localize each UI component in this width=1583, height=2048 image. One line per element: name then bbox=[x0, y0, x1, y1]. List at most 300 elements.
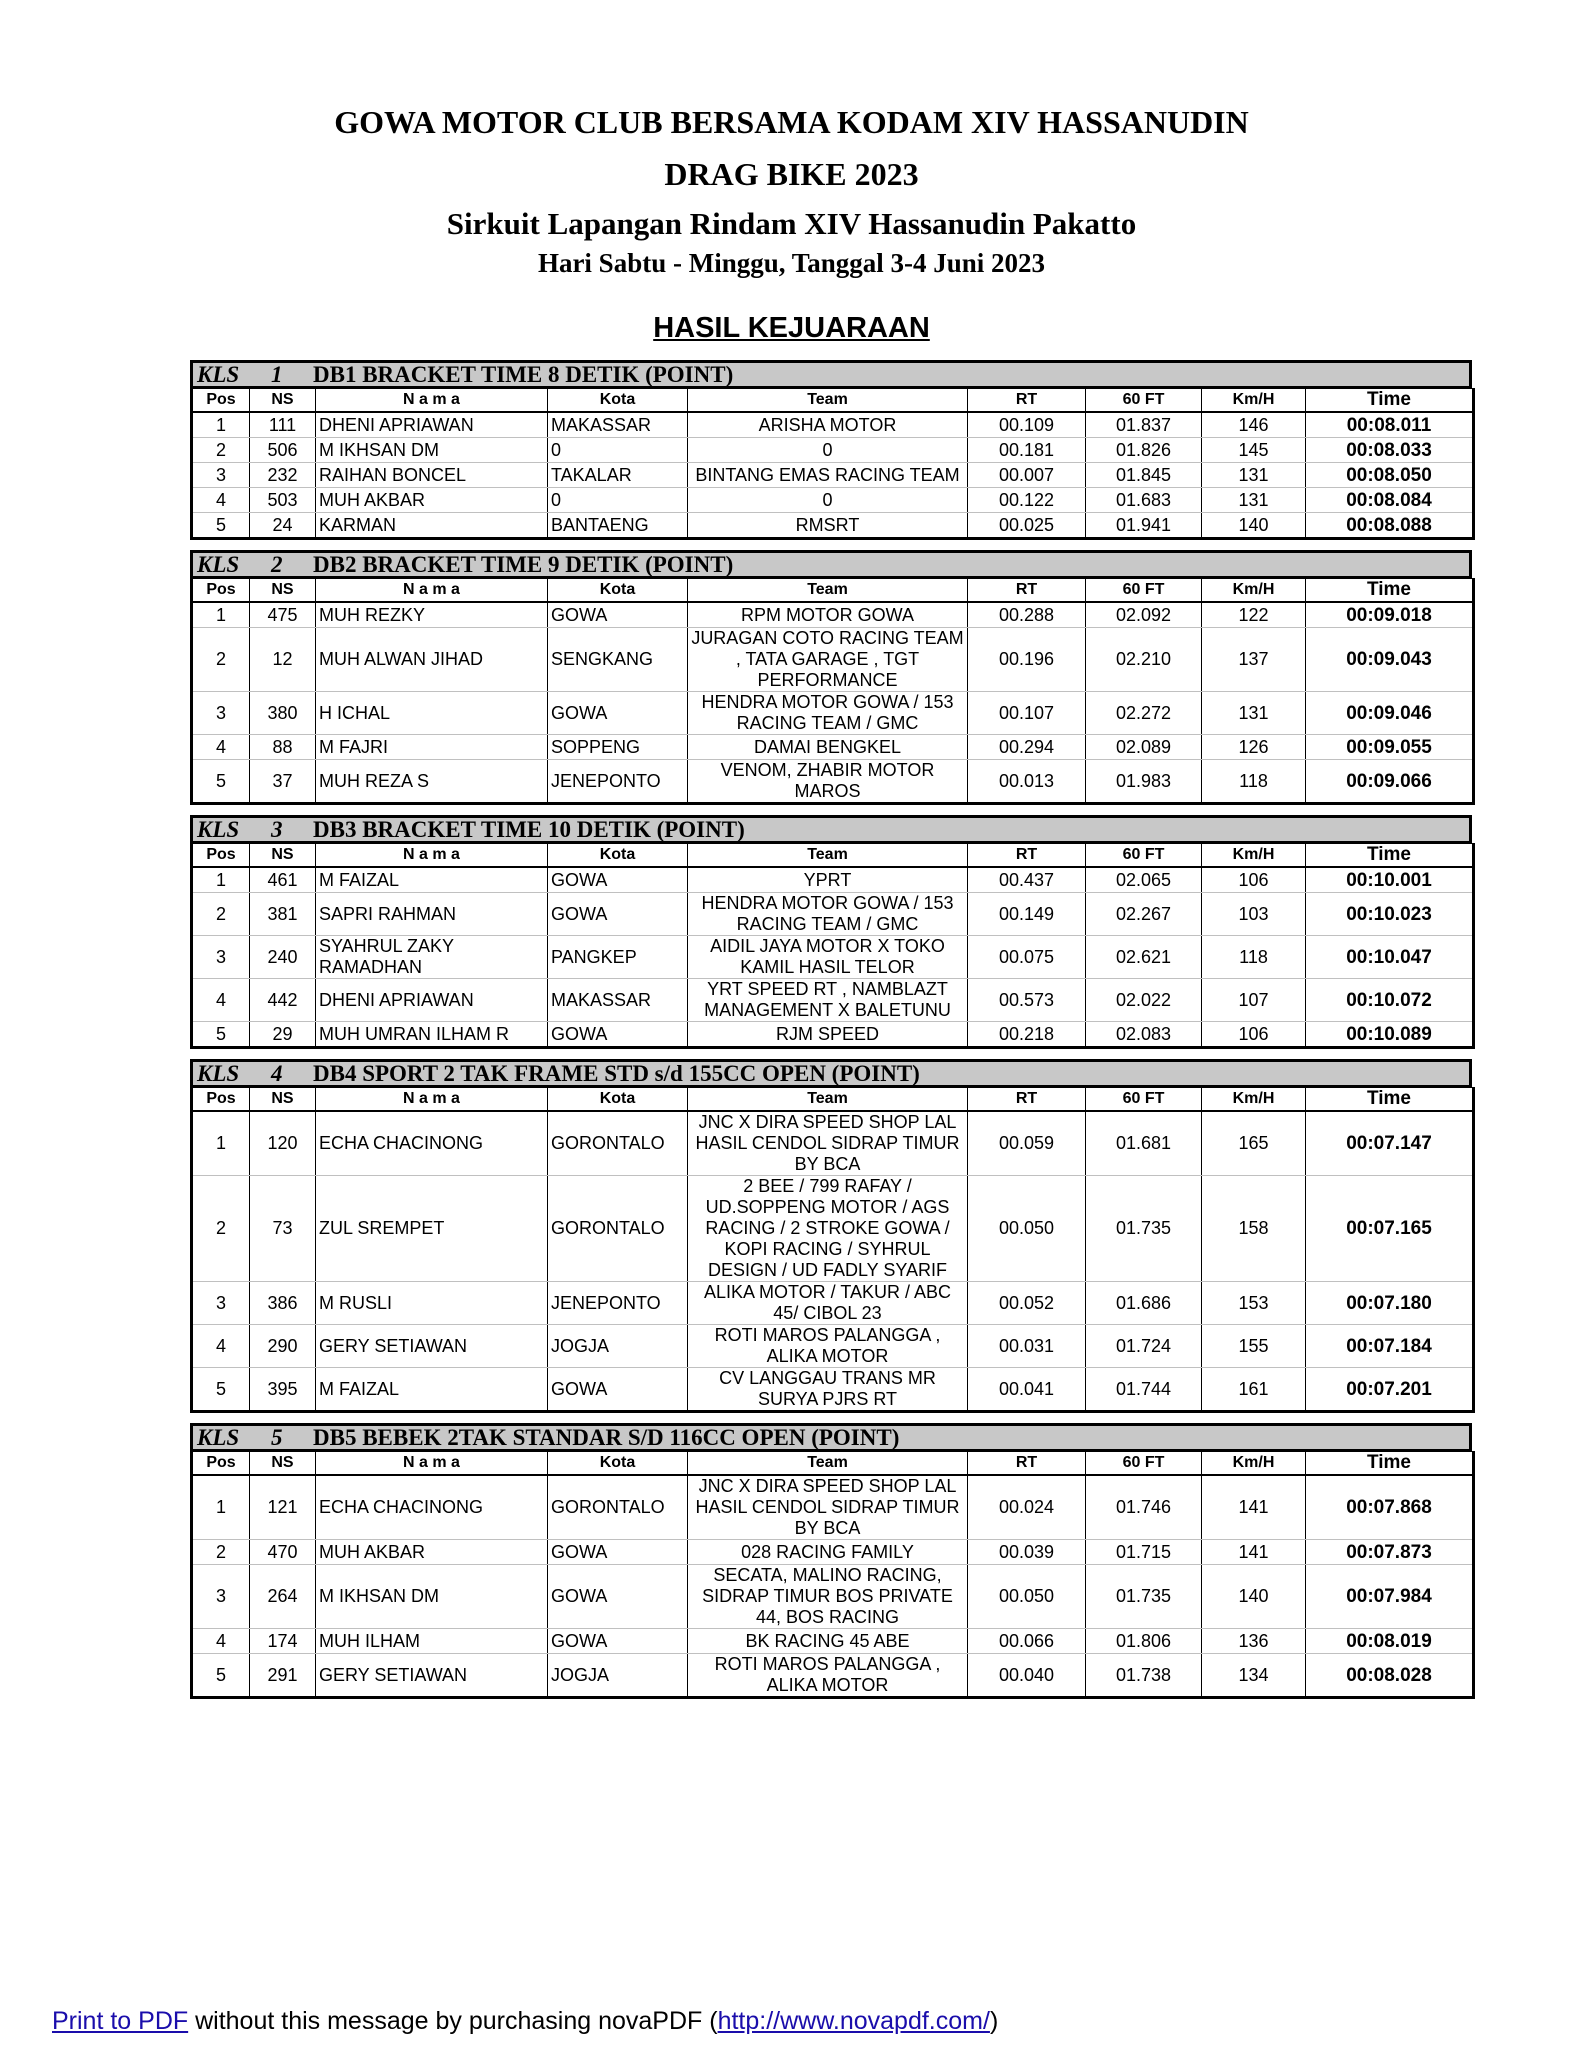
cell-time: 00:07.147 bbox=[1306, 1111, 1474, 1176]
column-header-time: Time bbox=[1306, 389, 1474, 413]
table-row bbox=[192, 412, 1474, 438]
cell-ns: 503 bbox=[250, 488, 316, 513]
cell-time: 00:08.084 bbox=[1306, 488, 1474, 513]
column-header-rt: RT bbox=[968, 1452, 1086, 1476]
column-header-time: Time bbox=[1306, 844, 1474, 868]
class-title: DB2 BRACKET TIME 9 DETIK (POINT) bbox=[313, 551, 734, 577]
cell-nama: M FAIZAL bbox=[316, 867, 548, 893]
header-row bbox=[192, 389, 1474, 413]
cell-kmh: 131 bbox=[1202, 488, 1306, 513]
cell-kmh: 106 bbox=[1202, 867, 1306, 893]
cell-team: RMSRT bbox=[688, 513, 968, 539]
table-row bbox=[192, 936, 1474, 979]
column-header-rt: RT bbox=[968, 389, 1086, 413]
cell-team: ROTI MAROS PALANGGA , ALIKA MOTOR bbox=[688, 1654, 968, 1698]
cell-team: BINTANG EMAS RACING TEAM bbox=[688, 463, 968, 488]
results-table bbox=[190, 578, 1475, 805]
cell-kmh: 134 bbox=[1202, 1654, 1306, 1698]
column-header-ft60: 60 FT bbox=[1086, 1452, 1202, 1476]
cell-time: 00:10.023 bbox=[1306, 893, 1474, 936]
cell-kota: GORONTALO bbox=[548, 1111, 688, 1176]
cell-nama: ZUL SREMPET bbox=[316, 1176, 548, 1282]
cell-ft60: 01.683 bbox=[1086, 488, 1202, 513]
column-header-time: Time bbox=[1306, 579, 1474, 603]
header-row bbox=[192, 1452, 1474, 1476]
table-row bbox=[192, 602, 1474, 628]
cell-team: HENDRA MOTOR GOWA / 153 RACING TEAM / GMC bbox=[688, 692, 968, 735]
column-header-pos: Pos bbox=[192, 579, 250, 603]
cell-pos: 4 bbox=[192, 488, 250, 513]
table-row bbox=[192, 1540, 1474, 1565]
cell-kmh: 106 bbox=[1202, 1022, 1306, 1048]
column-header-team: Team bbox=[688, 844, 968, 868]
cell-pos: 3 bbox=[192, 936, 250, 979]
cell-kota: PANGKEP bbox=[548, 936, 688, 979]
cell-kota: MAKASSAR bbox=[548, 412, 688, 438]
class-block bbox=[190, 815, 1472, 1049]
cell-ft60: 01.837 bbox=[1086, 412, 1202, 438]
cell-rt: 00.181 bbox=[968, 438, 1086, 463]
cell-pos: 2 bbox=[192, 893, 250, 936]
cell-pos: 5 bbox=[192, 1022, 250, 1048]
cell-time: 00:08.011 bbox=[1306, 412, 1474, 438]
cell-team: HENDRA MOTOR GOWA / 153 RACING TEAM / GMC bbox=[688, 893, 968, 936]
cell-pos: 4 bbox=[192, 1629, 250, 1654]
cell-team: 0 bbox=[688, 438, 968, 463]
cell-ft60: 01.686 bbox=[1086, 1282, 1202, 1325]
cell-kmh: 146 bbox=[1202, 412, 1306, 438]
kls-label: KLS bbox=[197, 816, 240, 842]
cell-team: SECATA, MALINO RACING, SIDRAP TIMUR BOS PRIVATE 44, BOS RACING bbox=[688, 1565, 968, 1629]
cell-kmh: 141 bbox=[1202, 1540, 1306, 1565]
cell-ns: 37 bbox=[250, 760, 316, 804]
column-header-nama: N a m a bbox=[316, 844, 548, 868]
cell-ns: 461 bbox=[250, 867, 316, 893]
cell-team: RJM SPEED bbox=[688, 1022, 968, 1048]
class-header bbox=[190, 360, 1472, 388]
cell-ns: 88 bbox=[250, 735, 316, 760]
cell-kmh: 158 bbox=[1202, 1176, 1306, 1282]
cell-rt: 00.573 bbox=[968, 979, 1086, 1022]
cell-ns: 381 bbox=[250, 893, 316, 936]
column-header-ns: NS bbox=[250, 389, 316, 413]
cell-rt: 00.031 bbox=[968, 1325, 1086, 1368]
class-block bbox=[190, 1059, 1472, 1413]
column-header-kmh: Km/H bbox=[1202, 389, 1306, 413]
cell-ns: 29 bbox=[250, 1022, 316, 1048]
cell-time: 00:10.072 bbox=[1306, 979, 1474, 1022]
event-title: DRAG BIKE 2023 bbox=[664, 156, 919, 192]
cell-ns: 442 bbox=[250, 979, 316, 1022]
cell-ns: 290 bbox=[250, 1325, 316, 1368]
cell-ns: 174 bbox=[250, 1629, 316, 1654]
cell-time: 00:09.046 bbox=[1306, 692, 1474, 735]
column-header-ns: NS bbox=[250, 1452, 316, 1476]
cell-kota: 0 bbox=[548, 488, 688, 513]
footer-text: without this message by purchasing novaPDF ( bbox=[188, 2007, 718, 2035]
table-row bbox=[192, 463, 1474, 488]
column-header-kota: Kota bbox=[548, 844, 688, 868]
cell-nama: MUH REZKY bbox=[316, 602, 548, 628]
cell-time: 00:09.043 bbox=[1306, 628, 1474, 692]
footer-end: ) bbox=[989, 2007, 999, 2035]
table-row bbox=[192, 893, 1474, 936]
cell-ft60: 01.941 bbox=[1086, 513, 1202, 539]
cell-ns: 475 bbox=[250, 602, 316, 628]
cell-kota: GORONTALO bbox=[548, 1475, 688, 1540]
cell-time: 00:10.001 bbox=[1306, 867, 1474, 893]
column-header-ft60: 60 FT bbox=[1086, 579, 1202, 603]
column-header-pos: Pos bbox=[192, 389, 250, 413]
cell-team: ROTI MAROS PALANGGA , ALIKA MOTOR bbox=[688, 1325, 968, 1368]
cell-ft60: 01.806 bbox=[1086, 1629, 1202, 1654]
results-classes bbox=[190, 360, 1472, 1709]
cell-rt: 00.039 bbox=[968, 1540, 1086, 1565]
cell-ns: 291 bbox=[250, 1654, 316, 1698]
cell-kmh: 131 bbox=[1202, 692, 1306, 735]
cell-kmh: 136 bbox=[1202, 1629, 1306, 1654]
cell-pos: 4 bbox=[192, 979, 250, 1022]
table-row bbox=[192, 1654, 1474, 1698]
cell-time: 00:07.180 bbox=[1306, 1282, 1474, 1325]
cell-kota: JENEPONTO bbox=[548, 760, 688, 804]
cell-rt: 00.052 bbox=[968, 1282, 1086, 1325]
table-row bbox=[192, 438, 1474, 463]
cell-team: ALIKA MOTOR / TAKUR / ABC 45/ CIBOL 23 bbox=[688, 1282, 968, 1325]
column-header-ns: NS bbox=[250, 579, 316, 603]
cell-pos: 1 bbox=[192, 1111, 250, 1176]
class-header bbox=[190, 550, 1472, 578]
table-row bbox=[192, 867, 1474, 893]
header-row bbox=[192, 1088, 1474, 1112]
cell-team: CV LANGGAU TRANS MR SURYA PJRS RT bbox=[688, 1368, 968, 1412]
cell-kota: GOWA bbox=[548, 1368, 688, 1412]
cell-ft60: 01.983 bbox=[1086, 760, 1202, 804]
cell-team: 028 RACING FAMILY bbox=[688, 1540, 968, 1565]
results-table bbox=[190, 1451, 1475, 1699]
class-header bbox=[190, 1423, 1472, 1451]
cell-ft60: 01.735 bbox=[1086, 1565, 1202, 1629]
class-block bbox=[190, 1423, 1472, 1699]
cell-kmh: 161 bbox=[1202, 1368, 1306, 1412]
cell-nama: M IKHSAN DM bbox=[316, 438, 548, 463]
class-title: DB4 SPORT 2 TAK FRAME STD s/d 155CC OPEN (POINT) bbox=[313, 1060, 920, 1086]
cell-ft60: 02.267 bbox=[1086, 893, 1202, 936]
table-row bbox=[192, 513, 1474, 539]
cell-kmh: 118 bbox=[1202, 760, 1306, 804]
cell-kota: SOPPENG bbox=[548, 735, 688, 760]
cell-kota: GOWA bbox=[548, 692, 688, 735]
class-number: 5 bbox=[271, 1424, 283, 1450]
column-header-ns: NS bbox=[250, 844, 316, 868]
class-number: 2 bbox=[271, 551, 283, 577]
cell-time: 00:10.047 bbox=[1306, 936, 1474, 979]
cell-ft60: 01.724 bbox=[1086, 1325, 1202, 1368]
column-header-kmh: Km/H bbox=[1202, 1452, 1306, 1476]
cell-nama: H ICHAL bbox=[316, 692, 548, 735]
cell-ns: 264 bbox=[250, 1565, 316, 1629]
cell-pos: 5 bbox=[192, 760, 250, 804]
table-row bbox=[192, 488, 1474, 513]
cell-kota: SENGKANG bbox=[548, 628, 688, 692]
cell-kota: TAKALAR bbox=[548, 463, 688, 488]
cell-rt: 00.041 bbox=[968, 1368, 1086, 1412]
cell-time: 00:07.165 bbox=[1306, 1176, 1474, 1282]
pdf-footer bbox=[52, 2007, 998, 2036]
cell-kmh: 141 bbox=[1202, 1475, 1306, 1540]
column-header-nama: N a m a bbox=[316, 579, 548, 603]
cell-time: 00:07.984 bbox=[1306, 1565, 1474, 1629]
novapdf-url-link[interactable]: http://www.novapdf.com/ bbox=[717, 2007, 990, 2035]
cell-team: YRT SPEED RT , NAMBLAZT MANAGEMENT X BALETUNU bbox=[688, 979, 968, 1022]
cell-nama: DHENI APRIAWAN bbox=[316, 979, 548, 1022]
cell-ft60: 01.845 bbox=[1086, 463, 1202, 488]
cell-nama: MUH AKBAR bbox=[316, 1540, 548, 1565]
cell-ft60: 01.681 bbox=[1086, 1111, 1202, 1176]
cell-kota: GOWA bbox=[548, 1540, 688, 1565]
cell-nama: MUH AKBAR bbox=[316, 488, 548, 513]
cell-ns: 506 bbox=[250, 438, 316, 463]
cell-time: 00:09.066 bbox=[1306, 760, 1474, 804]
cell-ns: 12 bbox=[250, 628, 316, 692]
cell-kmh: 165 bbox=[1202, 1111, 1306, 1176]
cell-nama: M RUSLI bbox=[316, 1282, 548, 1325]
cell-rt: 00.040 bbox=[968, 1654, 1086, 1698]
cell-nama: SYAHRUL ZAKY RAMADHAN bbox=[316, 936, 548, 979]
cell-ns: 73 bbox=[250, 1176, 316, 1282]
cell-rt: 00.050 bbox=[968, 1565, 1086, 1629]
cell-nama: M IKHSAN DM bbox=[316, 1565, 548, 1629]
column-header-pos: Pos bbox=[192, 844, 250, 868]
cell-pos: 3 bbox=[192, 1565, 250, 1629]
cell-kota: GORONTALO bbox=[548, 1176, 688, 1282]
column-header-kmh: Km/H bbox=[1202, 579, 1306, 603]
cell-pos: 5 bbox=[192, 1654, 250, 1698]
cell-time: 00:08.050 bbox=[1306, 463, 1474, 488]
cell-rt: 00.288 bbox=[968, 602, 1086, 628]
cell-ns: 470 bbox=[250, 1540, 316, 1565]
cell-kmh: 145 bbox=[1202, 438, 1306, 463]
cell-kota: GOWA bbox=[548, 602, 688, 628]
cell-ft60: 02.089 bbox=[1086, 735, 1202, 760]
column-header-team: Team bbox=[688, 389, 968, 413]
cell-rt: 00.066 bbox=[968, 1629, 1086, 1654]
cell-ns: 380 bbox=[250, 692, 316, 735]
cell-time: 00:09.018 bbox=[1306, 602, 1474, 628]
cell-nama: SAPRI RAHMAN bbox=[316, 893, 548, 936]
class-header bbox=[190, 1059, 1472, 1087]
cell-rt: 00.075 bbox=[968, 936, 1086, 979]
cell-time: 00:07.201 bbox=[1306, 1368, 1474, 1412]
cell-ft60: 02.621 bbox=[1086, 936, 1202, 979]
cell-kota: 0 bbox=[548, 438, 688, 463]
table-row bbox=[192, 692, 1474, 735]
kls-label: KLS bbox=[197, 551, 240, 577]
table-row bbox=[192, 979, 1474, 1022]
cell-kmh: 126 bbox=[1202, 735, 1306, 760]
cell-team: YPRT bbox=[688, 867, 968, 893]
results-table bbox=[190, 843, 1475, 1049]
cell-ft60: 01.744 bbox=[1086, 1368, 1202, 1412]
cell-rt: 00.025 bbox=[968, 513, 1086, 539]
cell-rt: 00.294 bbox=[968, 735, 1086, 760]
cell-ns: 240 bbox=[250, 936, 316, 979]
column-header-rt: RT bbox=[968, 1088, 1086, 1112]
cell-kmh: 103 bbox=[1202, 893, 1306, 936]
cell-nama: GERY SETIAWAN bbox=[316, 1325, 548, 1368]
results-heading: HASIL KEJUARAAN bbox=[653, 312, 930, 344]
results-table bbox=[190, 388, 1475, 540]
cell-ns: 111 bbox=[250, 412, 316, 438]
cell-rt: 00.007 bbox=[968, 463, 1086, 488]
cell-kota: JENEPONTO bbox=[548, 1282, 688, 1325]
cell-team: 2 BEE / 799 RAFAY / UD.SOPPENG MOTOR / AGS RACING / 2 STROKE GOWA / KOPI RACING / SYHRUL DESIGN / UD FADLY SYARIF bbox=[688, 1176, 968, 1282]
results-table bbox=[190, 1087, 1475, 1413]
cell-kota: GOWA bbox=[548, 867, 688, 893]
class-block bbox=[190, 550, 1472, 805]
cell-nama: MUH REZA S bbox=[316, 760, 548, 804]
cell-time: 00:07.184 bbox=[1306, 1325, 1474, 1368]
table-row bbox=[192, 628, 1474, 692]
column-header-kota: Kota bbox=[548, 389, 688, 413]
cell-ft60: 02.065 bbox=[1086, 867, 1202, 893]
cell-pos: 5 bbox=[192, 1368, 250, 1412]
header-row bbox=[192, 844, 1474, 868]
cell-ft60: 02.272 bbox=[1086, 692, 1202, 735]
column-header-rt: RT bbox=[968, 579, 1086, 603]
cell-time: 00:09.055 bbox=[1306, 735, 1474, 760]
column-header-team: Team bbox=[688, 1452, 968, 1476]
table-row bbox=[192, 1629, 1474, 1654]
cell-rt: 00.122 bbox=[968, 488, 1086, 513]
cell-pos: 1 bbox=[192, 602, 250, 628]
cell-time: 00:10.089 bbox=[1306, 1022, 1474, 1048]
cell-nama: RAIHAN BONCEL bbox=[316, 463, 548, 488]
cell-rt: 00.013 bbox=[968, 760, 1086, 804]
cell-nama: MUH ALWAN JIHAD bbox=[316, 628, 548, 692]
column-header-team: Team bbox=[688, 579, 968, 603]
column-header-ns: NS bbox=[250, 1088, 316, 1112]
class-block bbox=[190, 360, 1472, 540]
column-header-kmh: Km/H bbox=[1202, 844, 1306, 868]
cell-team: JURAGAN COTO RACING TEAM , TATA GARAGE , TGT PERFORMANCE bbox=[688, 628, 968, 692]
kls-label: KLS bbox=[197, 1060, 240, 1086]
cell-kmh: 155 bbox=[1202, 1325, 1306, 1368]
cell-pos: 2 bbox=[192, 1176, 250, 1282]
cell-nama: GERY SETIAWAN bbox=[316, 1654, 548, 1698]
class-title: DB5 BEBEK 2TAK STANDAR S/D 116CC OPEN (POINT) bbox=[313, 1424, 900, 1450]
cell-kota: BANTAENG bbox=[548, 513, 688, 539]
cell-kmh: 118 bbox=[1202, 936, 1306, 979]
cell-time: 00:08.088 bbox=[1306, 513, 1474, 539]
cell-ft60: 02.022 bbox=[1086, 979, 1202, 1022]
class-title: DB1 BRACKET TIME 8 DETIK (POINT) bbox=[313, 361, 734, 387]
cell-rt: 00.107 bbox=[968, 692, 1086, 735]
cell-rt: 00.149 bbox=[968, 893, 1086, 936]
class-number: 1 bbox=[271, 361, 283, 387]
cell-ns: 232 bbox=[250, 463, 316, 488]
cell-pos: 1 bbox=[192, 412, 250, 438]
document-title: GOWA MOTOR CLUB BERSAMA KODAM XIV HASSANUDIN bbox=[334, 104, 1249, 140]
cell-time: 00:08.019 bbox=[1306, 1629, 1474, 1654]
cell-team: DAMAI BENGKEL bbox=[688, 735, 968, 760]
cell-pos: 4 bbox=[192, 735, 250, 760]
cell-rt: 00.024 bbox=[968, 1475, 1086, 1540]
table-row bbox=[192, 1022, 1474, 1048]
cell-kmh: 140 bbox=[1202, 513, 1306, 539]
column-header-time: Time bbox=[1306, 1088, 1474, 1112]
column-header-kota: Kota bbox=[548, 1088, 688, 1112]
class-title: DB3 BRACKET TIME 10 DETIK (POINT) bbox=[313, 816, 745, 842]
table-row bbox=[192, 1111, 1474, 1176]
column-header-time: Time bbox=[1306, 1452, 1474, 1476]
cell-kmh: 137 bbox=[1202, 628, 1306, 692]
cell-kota: JOGJA bbox=[548, 1325, 688, 1368]
cell-kota: MAKASSAR bbox=[548, 979, 688, 1022]
table-row bbox=[192, 760, 1474, 804]
kls-label: KLS bbox=[197, 1424, 240, 1450]
table-row bbox=[192, 1282, 1474, 1325]
cell-ns: 24 bbox=[250, 513, 316, 539]
cell-ft60: 01.715 bbox=[1086, 1540, 1202, 1565]
column-header-rt: RT bbox=[968, 844, 1086, 868]
column-header-pos: Pos bbox=[192, 1452, 250, 1476]
cell-nama: KARMAN bbox=[316, 513, 548, 539]
cell-pos: 2 bbox=[192, 438, 250, 463]
column-header-pos: Pos bbox=[192, 1088, 250, 1112]
venue-title: Sirkuit Lapangan Rindam XIV Hassanudin Pakatto bbox=[446, 206, 1137, 241]
cell-pos: 2 bbox=[192, 1540, 250, 1565]
cell-kmh: 153 bbox=[1202, 1282, 1306, 1325]
cell-kota: GOWA bbox=[548, 1629, 688, 1654]
table-row bbox=[192, 1475, 1474, 1540]
cell-rt: 00.196 bbox=[968, 628, 1086, 692]
cell-ft60: 01.738 bbox=[1086, 1654, 1202, 1698]
cell-nama: MUH UMRAN ILHAM R bbox=[316, 1022, 548, 1048]
column-header-nama: N a m a bbox=[316, 389, 548, 413]
header-row bbox=[192, 579, 1474, 603]
cell-pos: 5 bbox=[192, 513, 250, 539]
cell-team: BK RACING 45 ABE bbox=[688, 1629, 968, 1654]
table-row bbox=[192, 1325, 1474, 1368]
cell-team: VENOM, ZHABIR MOTOR MAROS bbox=[688, 760, 968, 804]
cell-kota: JOGJA bbox=[548, 1654, 688, 1698]
print-to-pdf-link[interactable]: Print to PDF bbox=[52, 2007, 189, 2035]
cell-kota: GOWA bbox=[548, 1565, 688, 1629]
cell-nama: ECHA CHACINONG bbox=[316, 1475, 548, 1540]
table-row bbox=[192, 1368, 1474, 1412]
cell-team: ARISHA MOTOR bbox=[688, 412, 968, 438]
cell-ft60: 02.210 bbox=[1086, 628, 1202, 692]
cell-kota: GOWA bbox=[548, 1022, 688, 1048]
table-row bbox=[192, 1565, 1474, 1629]
cell-kota: GOWA bbox=[548, 893, 688, 936]
cell-pos: 2 bbox=[192, 628, 250, 692]
cell-ns: 120 bbox=[250, 1111, 316, 1176]
cell-rt: 00.218 bbox=[968, 1022, 1086, 1048]
cell-pos: 3 bbox=[192, 692, 250, 735]
cell-pos: 3 bbox=[192, 1282, 250, 1325]
column-header-nama: N a m a bbox=[316, 1452, 548, 1476]
column-header-ft60: 60 FT bbox=[1086, 1088, 1202, 1112]
cell-pos: 1 bbox=[192, 1475, 250, 1540]
cell-ns: 386 bbox=[250, 1282, 316, 1325]
cell-team: 0 bbox=[688, 488, 968, 513]
cell-rt: 00.050 bbox=[968, 1176, 1086, 1282]
cell-team: JNC X DIRA SPEED SHOP LAL HASIL CENDOL SIDRAP TIMUR BY BCA bbox=[688, 1111, 968, 1176]
class-number: 4 bbox=[271, 1060, 283, 1086]
cell-rt: 00.437 bbox=[968, 867, 1086, 893]
